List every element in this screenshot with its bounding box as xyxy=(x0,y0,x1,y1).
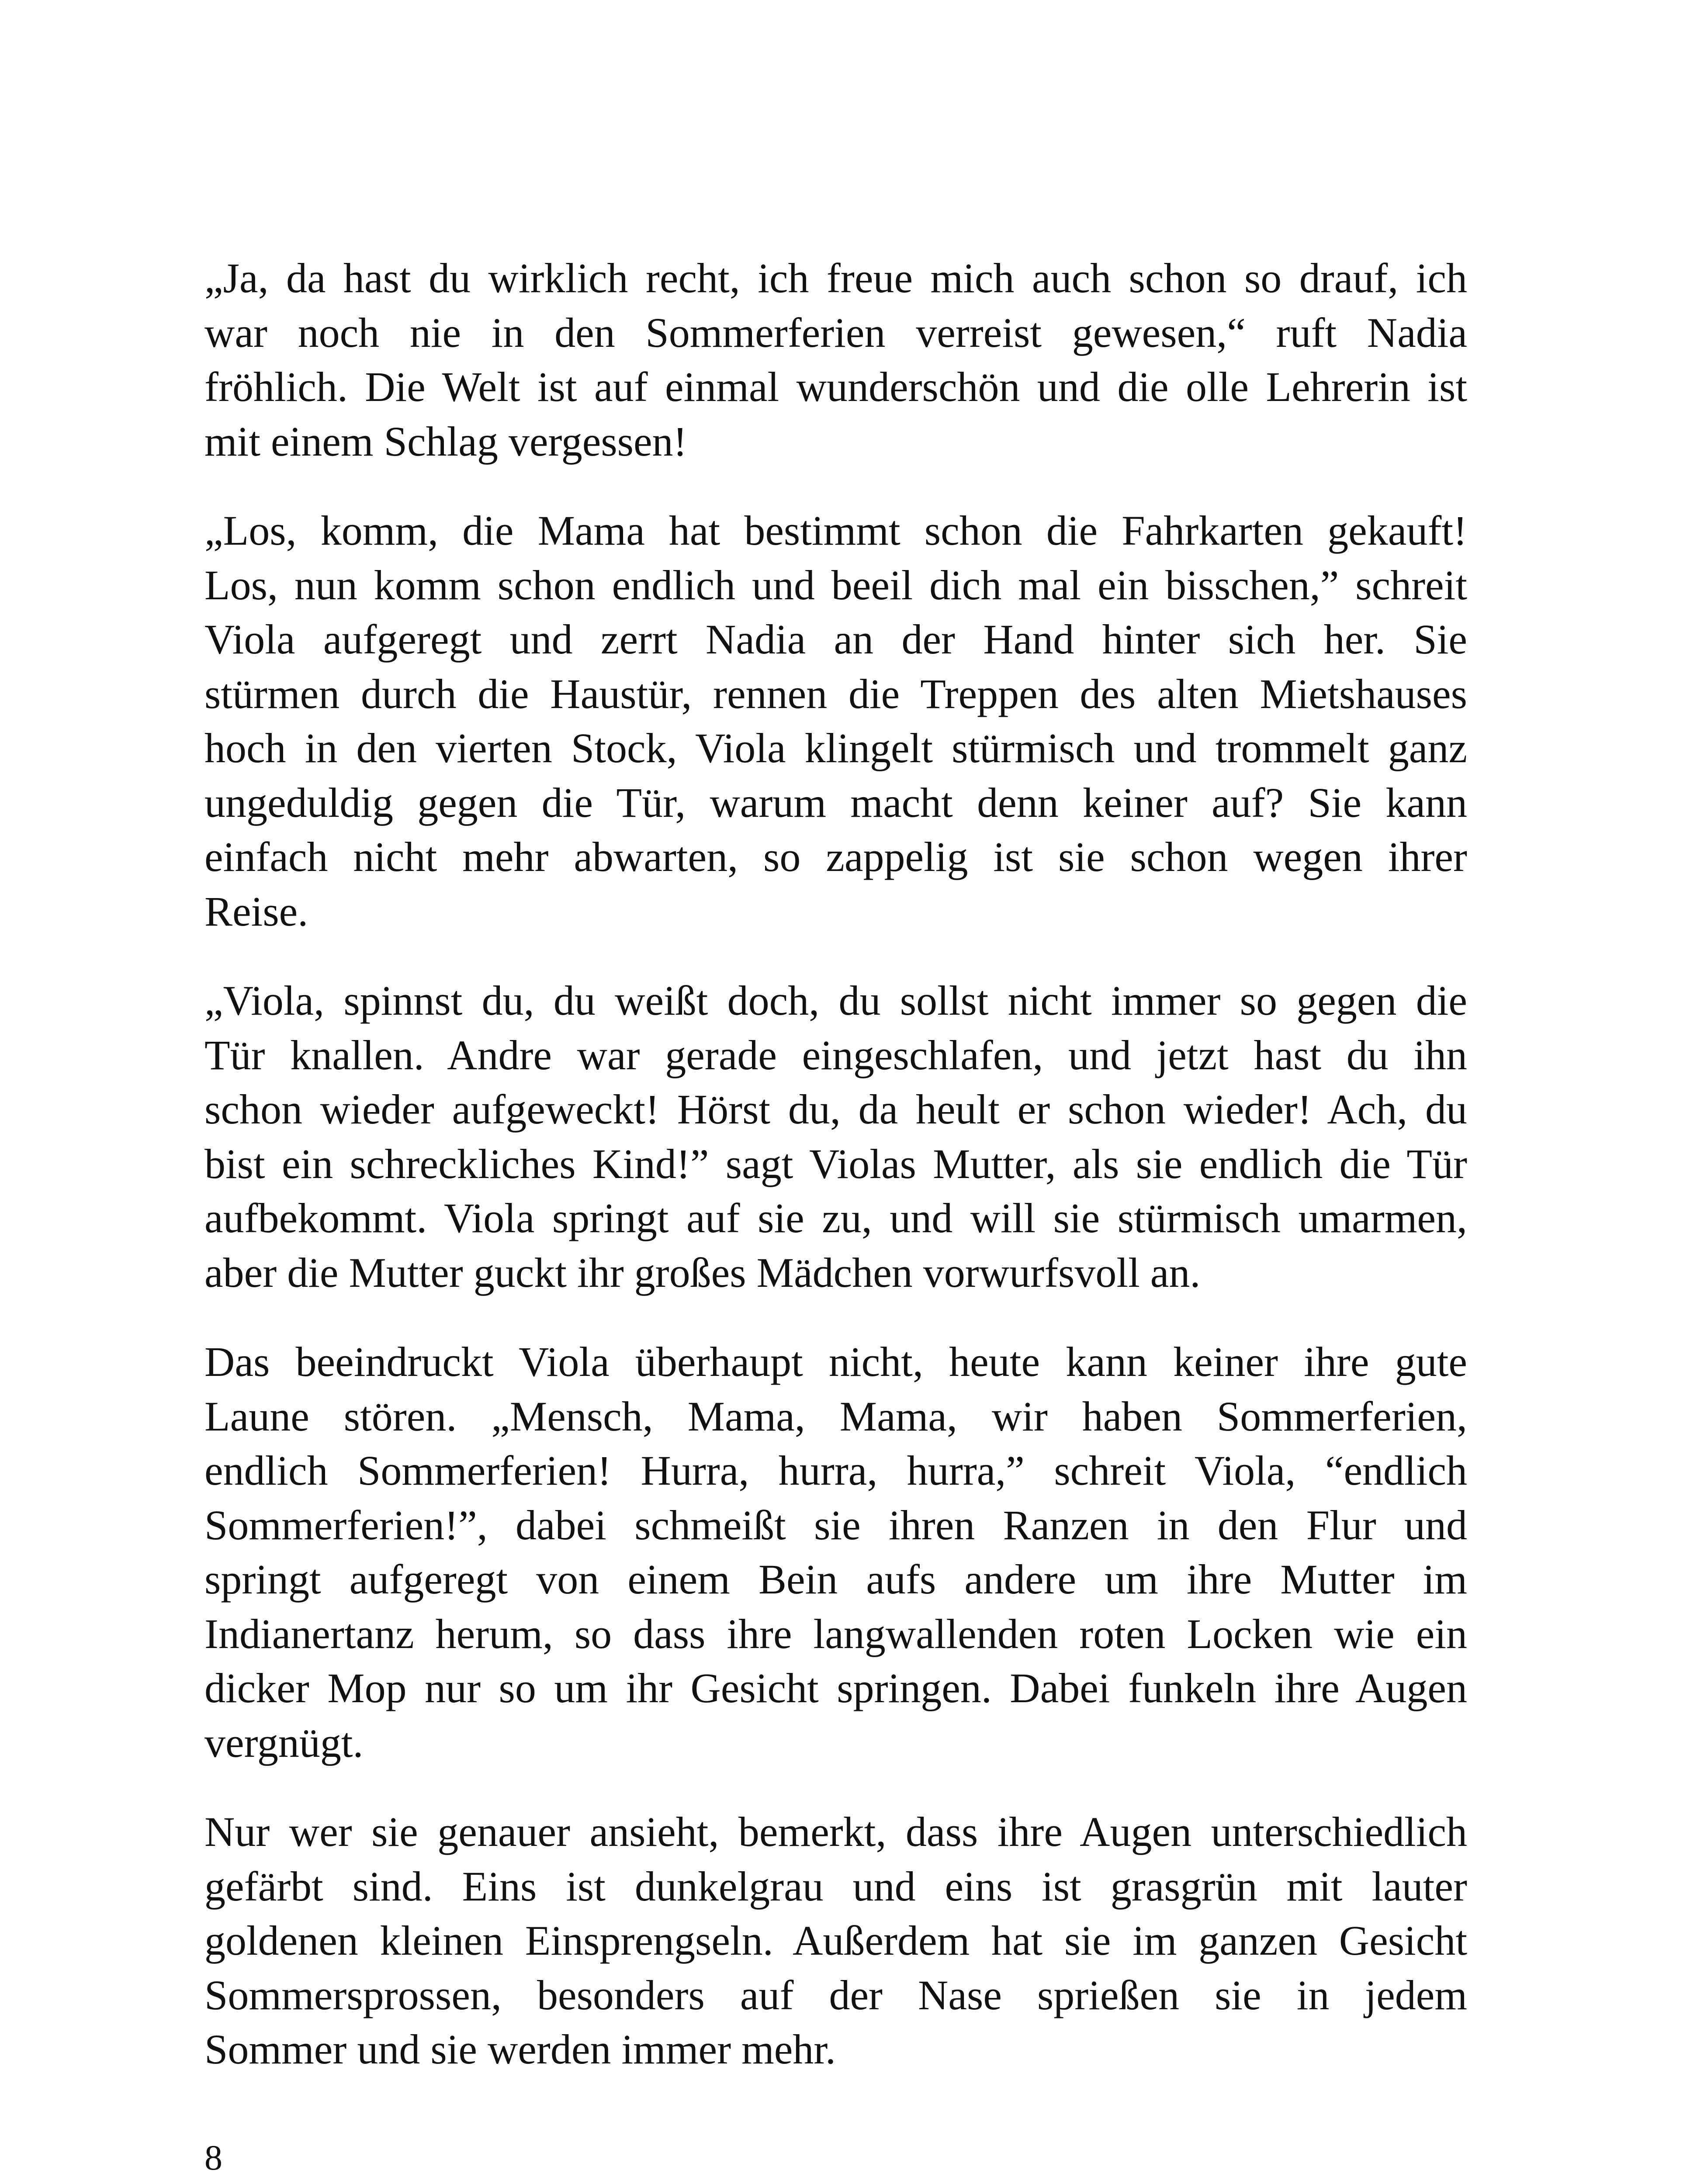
text-line: gefärbt sind. Eins ist dunkelgrau und eins ist grasgrün mit lauter xyxy=(204,1863,1467,1910)
text-line: hoch in den vierten Stock, Viola klingelt stürmisch und trommelt ganz xyxy=(204,725,1467,771)
text-line: vergnügt. xyxy=(204,1719,364,1766)
text-line: „Viola, spinnst du, du weißt doch, du sollst nicht immer so gegen die xyxy=(204,977,1467,1024)
text-line: Sommerferien!”, dabei schmeißt sie ihren Ranzen in den Flur und xyxy=(204,1501,1467,1548)
paragraph-2 xyxy=(204,504,1467,939)
text-line: Indianertanz herum, so dass ihre langwallenden roten Locken wie ein xyxy=(204,1610,1467,1657)
text-line: aufbekommt. Viola springt auf sie zu, und will sie stürmisch umarmen, xyxy=(204,1195,1467,1241)
text-line: Sommersprossen, besonders auf der Nase sprießen sie in jedem xyxy=(204,1971,1467,2018)
text-line: bist ein schreckliches Kind!” sagt Violas Mutter, als sie endlich die Tür xyxy=(204,1140,1467,1187)
paragraph-4 xyxy=(204,1335,1467,1770)
page-number: 8 xyxy=(204,2138,222,2177)
text-line: Reise. xyxy=(204,888,308,935)
text-line: Tür knallen. Andre war gerade eingeschlafen, und jetzt hast du ihn xyxy=(204,1031,1467,1078)
text-line: aber die Mutter guckt ihr großes Mädchen vorwurfsvoll an. xyxy=(204,1249,1201,1296)
text-line: einfach nicht mehr abwarten, so zappelig ist sie schon wegen ihrer xyxy=(204,833,1467,880)
text-line: „Ja, da hast du wirklich recht, ich freue mich auch schon so drauf, ich xyxy=(204,255,1467,301)
text-line: stürmen durch die Haustür, rennen die Treppen des alten Mietshauses xyxy=(204,670,1467,717)
paragraph-1 xyxy=(204,251,1467,469)
text-line: dicker Mop nur so um ihr Gesicht springen. Dabei funkeln ihre Augen xyxy=(204,1665,1467,1711)
text-line: Nur wer sie genauer ansieht, bemerkt, dass ihre Augen unterschiedlich xyxy=(204,1808,1467,1855)
paragraph-5 xyxy=(204,1805,1467,2077)
text-line: ungeduldig gegen die Tür, warum macht denn keiner auf? Sie kann xyxy=(204,779,1467,826)
text-line: Viola aufgeregt und zerrt Nadia an der Hand hinter sich her. Sie xyxy=(204,616,1467,663)
text-line: Das beeindruckt Viola überhaupt nicht, heute kann keiner ihre gute xyxy=(204,1338,1467,1385)
paragraph-3 xyxy=(204,974,1467,1300)
text-line: endlich Sommerferien! Hurra, hurra, hurra,” schreit Viola, “endlich xyxy=(204,1447,1467,1494)
text-line: goldenen kleinen Einsprengseln. Außerdem hat sie im ganzen Gesicht xyxy=(204,1917,1467,1964)
body-text xyxy=(204,251,1467,2112)
text-line: mit einem Schlag vergessen! xyxy=(204,418,687,465)
text-line: Sommer und sie werden immer mehr. xyxy=(204,2026,836,2073)
text-line: schon wieder aufgeweckt! Hörst du, da heult er schon wieder! Ach, du xyxy=(204,1086,1467,1133)
text-line: Los, nun komm schon endlich und beeil dich mal ein bisschen,” schreit xyxy=(204,561,1467,608)
text-line: „Los, komm, die Mama hat bestimmt schon die Fahrkarten gekauft! xyxy=(204,507,1467,554)
text-line: Laune stören. „Mensch, Mama, Mama, wir haben Sommerferien, xyxy=(204,1393,1467,1440)
text-line: springt aufgeregt von einem Bein aufs andere um ihre Mutter im xyxy=(204,1556,1467,1603)
text-line: war noch nie in den Sommerferien verreist gewesen,“ ruft Nadia xyxy=(204,309,1467,356)
text-line: fröhlich. Die Welt ist auf einmal wunderschön und die olle Lehrerin ist xyxy=(204,363,1467,410)
